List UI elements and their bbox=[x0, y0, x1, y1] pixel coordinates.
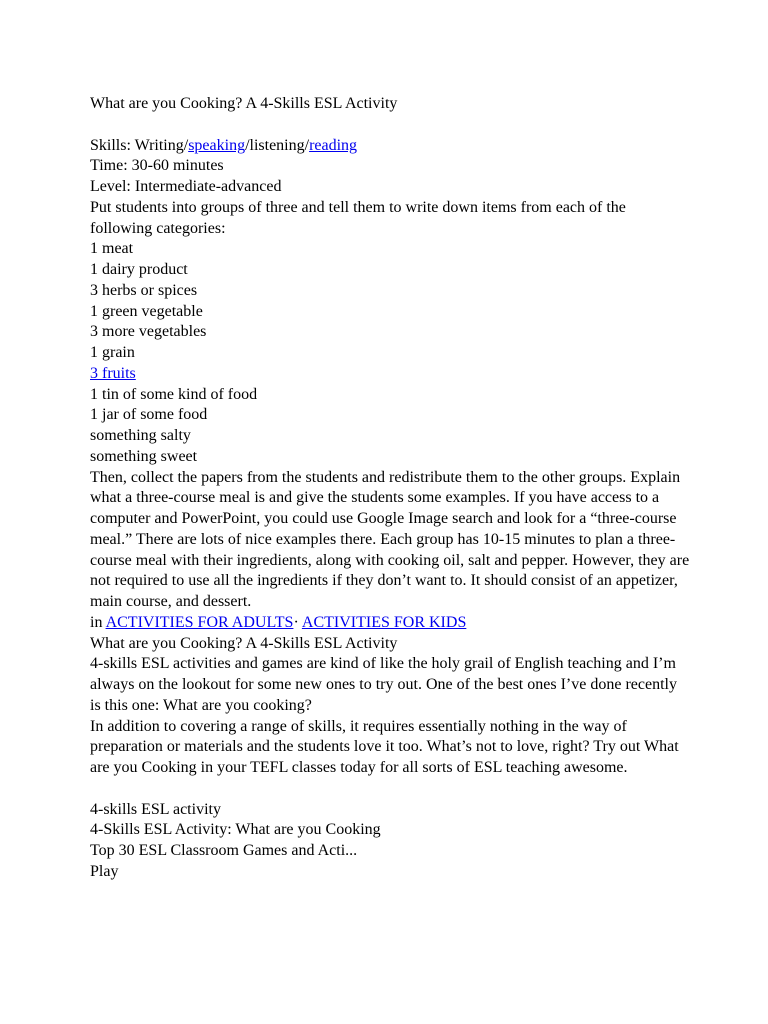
article-paragraph-1: 4-skills ESL activities and games are kind of like the holy grail of English teaching and I’m always on the lookout for some new ones to try out. One of the best ones I’ve done recently is this one: What are you cooking? bbox=[90, 655, 677, 714]
level-line: Level: Intermediate-advanced bbox=[90, 178, 282, 195]
article-paragraph-2: In addition to covering a range of skills, it requires essentially nothing in the way of preparation or materials and the students love it too. What’s not to love, right? Try out What are you Cooking in your TEFL classes today for all sorts of ESL teaching awesome. bbox=[90, 717, 679, 776]
list-item-meat: 1 meat bbox=[90, 240, 134, 258]
list-item-salty: something salty bbox=[90, 427, 191, 444]
list-item-fruits bbox=[90, 364, 690, 385]
article-title: What are you Cooking? A 4-Skills ESL Activity bbox=[90, 634, 398, 652]
document-title: What are you Cooking? A 4-Skills ESL Activity bbox=[90, 95, 398, 112]
list-item-dairy: 1 dairy product bbox=[90, 261, 188, 278]
list-item-jar: 1 jar of some food bbox=[90, 406, 208, 424]
blank-line bbox=[90, 115, 690, 136]
time-line: Time: 30-60 minutes bbox=[90, 157, 224, 175]
category-prefix: in bbox=[90, 613, 106, 631]
activities-for-adults-link[interactable]: ACTIVITIES FOR ADULTS bbox=[105, 613, 294, 631]
list-item-more-vegetables: 3 more vegetables bbox=[90, 323, 207, 341]
video-title: Top 30 ESL Classroom Games and Acti... bbox=[90, 842, 358, 859]
activities-for-kids-link[interactable]: ACTIVITIES FOR KIDS bbox=[301, 613, 467, 631]
list-item-grain: 1 grain bbox=[90, 344, 135, 361]
fruits-link[interactable]: fruits bbox=[98, 364, 136, 382]
intro-paragraph: Put students into groups of three and tell them to write down items from each of the following categories: bbox=[90, 198, 626, 237]
skills-prefix: Skills: Writing/ bbox=[90, 136, 189, 154]
category-separator: · bbox=[293, 613, 302, 631]
play-label[interactable]: Play bbox=[90, 862, 119, 880]
skills-line bbox=[90, 136, 690, 157]
list-item-tin: 1 tin of some kind of food bbox=[90, 385, 258, 403]
blank-line bbox=[90, 779, 690, 800]
document-page bbox=[90, 94, 690, 883]
reading-link[interactable]: reading bbox=[309, 136, 358, 154]
list-item-sweet: something sweet bbox=[90, 447, 198, 465]
instructions-paragraph: Then, collect the papers from the students and redistribute them to the other groups. Explain what a three-course meal is and give the students some examples. If you have access to a computer and PowerPoint, you could use Google Image search and look for a “three-course meal.” There are lots of nice examples there. Each group has 10-15 minutes to plan a three-course meal with their ingredients, along with cooking oil, salt and pepper. However, they are not required to use all the ingredients if they don’t want to. It should consist of an appetizer, main course, and dessert. bbox=[90, 468, 690, 610]
list-item-green-vegetable: 1 green vegetable bbox=[90, 302, 203, 320]
tag-line: 4-skills ESL activity bbox=[90, 800, 221, 818]
subtitle-line: 4-Skills ESL Activity: What are you Cooking bbox=[90, 821, 381, 839]
speaking-link[interactable]: speaking bbox=[188, 136, 246, 154]
list-item-herbs: 3 herbs or spices bbox=[90, 281, 198, 299]
skills-mid: /listening/ bbox=[245, 136, 310, 154]
category-line bbox=[90, 613, 690, 634]
fruits-count[interactable]: 3 bbox=[90, 364, 98, 382]
